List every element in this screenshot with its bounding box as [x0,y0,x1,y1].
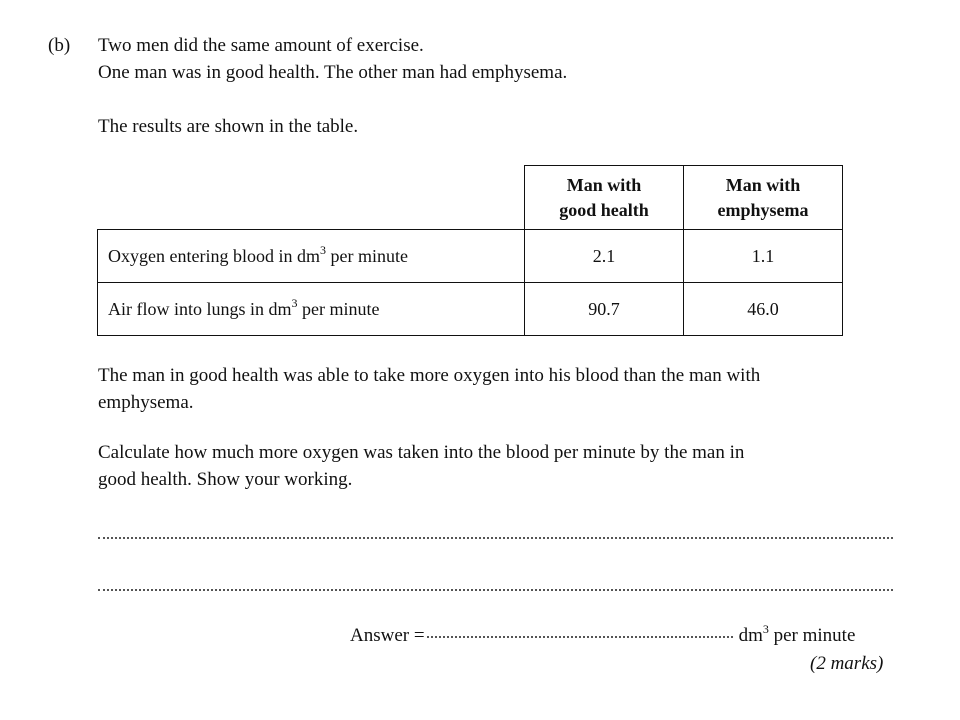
value-oxygen-emphysema: 1.1 [684,230,843,283]
superscript: 3 [319,242,326,257]
superscript: 3 [291,295,298,310]
statement-line-2: emphysema. [98,392,194,413]
header-emphysema-line2: emphysema [717,199,809,220]
table-corner-cell [98,166,525,230]
row-label-oxygen [98,230,525,283]
answer-unit: dm [738,625,763,646]
value-oxygen-good-health: 2.1 [525,230,684,283]
header-good-health-line1: Man with [566,174,642,195]
part-label: (b) [48,35,71,56]
answer-field[interactable] [427,636,733,638]
intro-line-2: One man was in good health. The other man had emphysema. [98,62,568,83]
row-label-text: Air flow into lungs in dm [108,298,292,319]
table-row [98,230,843,283]
answer-label: Answer = [350,625,425,646]
value-airflow-emphysema: 46.0 [684,283,843,336]
answer-unit-suffix: per minute [768,625,856,646]
marks-label: (2 marks) [810,653,884,674]
row-label-text: Oxygen entering blood in dm [108,245,320,266]
table-row [98,283,843,336]
working-line-2[interactable] [98,589,893,591]
row-label-text: per minute [325,245,408,266]
header-good-health-line2: good health [559,199,649,220]
row-label-text: per minute [297,298,380,319]
value-airflow-good-health: 90.7 [525,283,684,336]
task-line-2: good health. Show your working. [98,469,353,490]
header-emphysema [684,166,843,230]
header-emphysema-line1: Man with [725,174,801,195]
header-good-health [525,166,684,230]
answer-unit-superscript: 3 [762,621,769,636]
results-intro: The results are shown in the table. [98,116,359,137]
statement-line-1: The man in good health was able to take more oxygen into his blood than the man with [98,365,761,386]
intro-line-1: Two men did the same amount of exercise. [98,35,424,56]
results-table [97,165,843,336]
answer-line [350,621,856,648]
table-header-row [98,166,843,230]
row-label-airflow [98,283,525,336]
task-line-1: Calculate how much more oxygen was taken into the blood per minute by the man in [98,442,745,463]
working-line-1[interactable] [98,537,893,539]
